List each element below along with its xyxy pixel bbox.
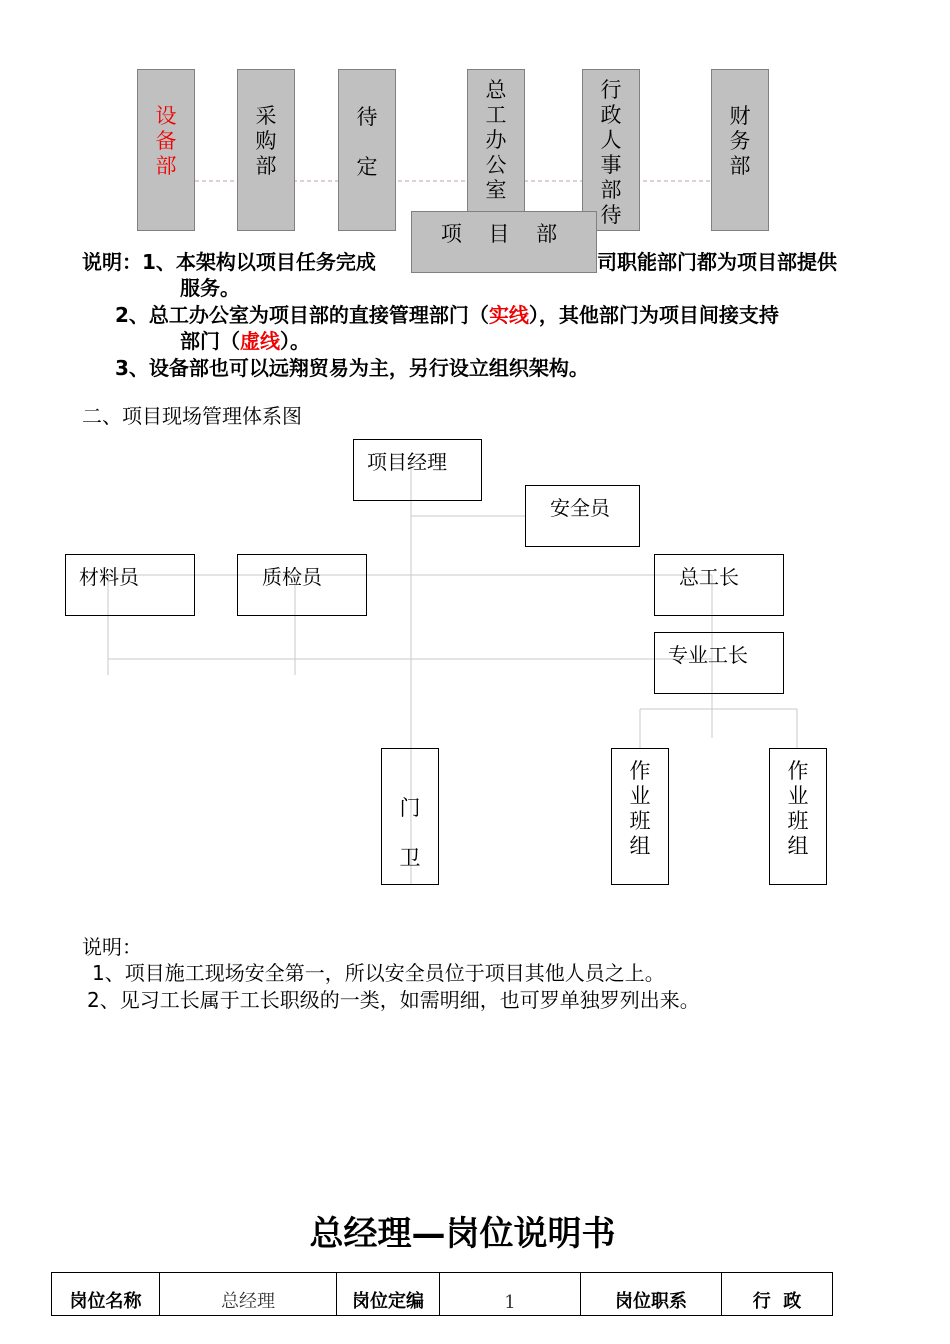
table-cell-value: 1 — [440, 1273, 581, 1316]
note1-line3: 3、设备部也可以远翔贸易为主，另行设立组织架构。 — [115, 356, 589, 380]
note2-line2: 2、见习工长属于工长职级的一类，如需明细，也可罗单独罗列出来。 — [87, 988, 700, 1012]
note1-solid-line-label: 实线 — [488, 303, 529, 327]
gate-guard-box — [381, 748, 439, 885]
note1-line2-c: 部门（ — [180, 329, 240, 353]
table-cell-value: 总经理 — [160, 1273, 337, 1316]
work-team-box-2 — [769, 748, 827, 885]
work-team-label: 作业班组 — [629, 759, 651, 858]
table-cell-header: 岗位定编 — [337, 1273, 440, 1316]
safety-officer-box — [525, 485, 640, 547]
job-info-table — [51, 1272, 833, 1316]
table-row — [52, 1273, 833, 1316]
quality-inspector-box — [237, 554, 367, 616]
note2-line1: 1、项目施工现场安全第一，所以安全员位于项目其他人员之上。 — [92, 961, 665, 985]
dept-label: 设备部 — [155, 104, 177, 178]
note1-line1-cont: 服务。 — [180, 276, 240, 300]
table-cell-header: 岗位职系 — [581, 1273, 722, 1316]
gate-guard-label: 门卫 — [399, 796, 421, 870]
safety-officer-label: 安全员 — [550, 496, 610, 520]
chief-foreman-box — [654, 554, 784, 616]
material-clerk-box — [65, 554, 195, 616]
dept-label: 总工办公室 — [485, 78, 507, 202]
job-doc-title: 总经理—岗位说明书 — [309, 1214, 616, 1254]
section2-heading: 二、项目现场管理体系图 — [82, 404, 302, 428]
table-cell-value: 行 政 — [722, 1273, 833, 1316]
specialty-foreman-label: 专业工长 — [668, 643, 748, 667]
note1-line2-d: ）。 — [280, 329, 310, 353]
dept-label: 采购部 — [255, 104, 277, 178]
note1-line2-a: 2、总工办公室为项目部的直接管理部门（ — [115, 303, 489, 327]
note1-line1-start: 说明：1、本架构以项目任务完成 — [82, 250, 376, 274]
dept-label: 待定 — [356, 105, 378, 179]
project-manager-label: 项目经理 — [367, 450, 447, 474]
material-clerk-label: 材料员 — [79, 565, 139, 589]
table-cell-header: 岗位名称 — [52, 1273, 160, 1316]
note1-line2-b: ），其他部门为项目间接支持 — [528, 303, 779, 327]
chief-foreman-label: 总工长 — [679, 565, 739, 589]
work-team-label: 作业班组 — [787, 759, 809, 858]
specialty-foreman-box — [654, 632, 784, 694]
project-manager-box — [353, 439, 482, 501]
work-team-box-1 — [611, 748, 669, 885]
quality-inspector-label: 质检员 — [262, 565, 322, 589]
dept-label: 财务部 — [729, 104, 751, 178]
note1-line1-end: 司职能部门都为项目部提供 — [597, 250, 837, 274]
project-dept-label: 项 目 部 — [440, 222, 568, 246]
note2-heading: 说明： — [82, 935, 142, 959]
dept-label: 行政人事部待 — [600, 78, 622, 227]
note1-dashed-line-label: 虚线 — [240, 329, 280, 353]
